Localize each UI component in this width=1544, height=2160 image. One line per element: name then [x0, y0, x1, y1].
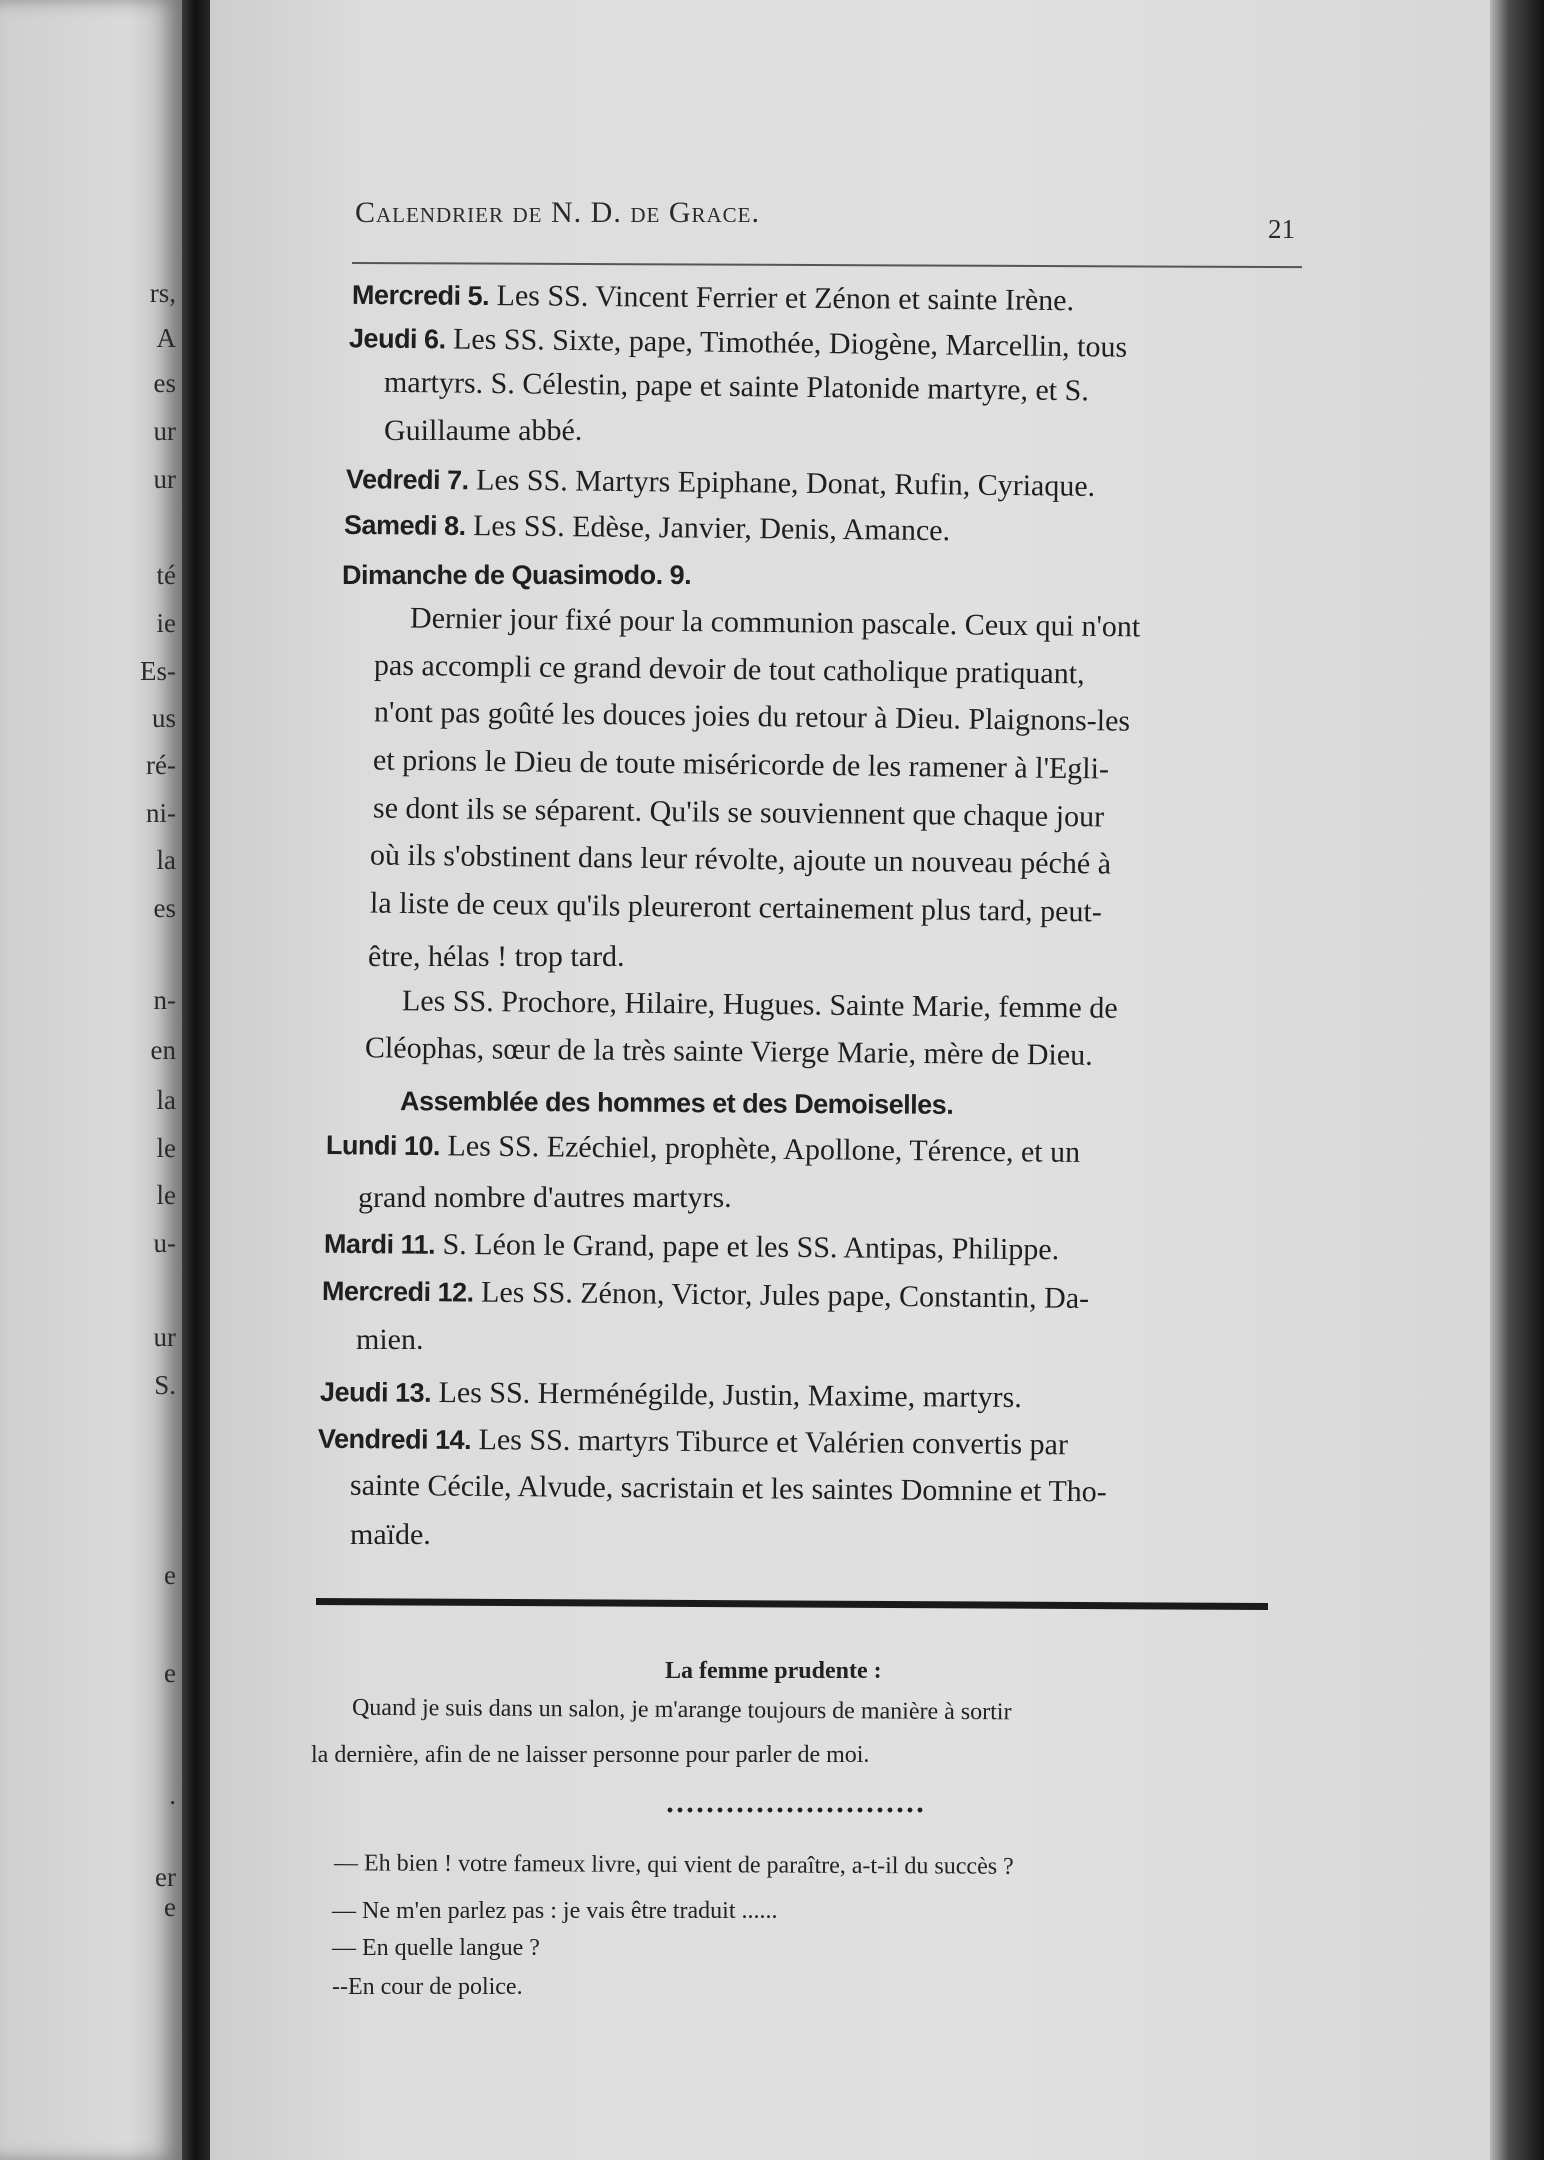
paragraph-line: où ils s'obstinent dans leur révolte, ajoute un nouveau péché à — [369, 838, 1112, 881]
entry-line: sainte Cécile, Alvude, sacristain et les saintes Domnine et Tho- — [349, 1468, 1107, 1509]
day-label: Mercredi 12. — [321, 1275, 474, 1308]
entry-text: Les SS. Ezéchiel, prophète, Apollone, Térence, et un — [447, 1129, 1081, 1169]
day-label: Mardi 11. — [323, 1228, 436, 1260]
dotted-separator — [665, 1806, 923, 1814]
paragraph-line: se dont ils se séparent. Qu'ils se souviennent que chaque jour — [372, 791, 1105, 834]
entry-line: martyrs. S. Célestin, pape et sainte Platonide martyre, et S. — [383, 365, 1090, 408]
left-fragment: . — [169, 1780, 176, 1810]
entry-text: Les SS. martyrs Tiburce et Valérien convertis par — [478, 1423, 1069, 1462]
entry-mercredi-5 — [352, 280, 1074, 316]
day-label: Mercredi 5. — [351, 279, 490, 312]
page-edge-shadow — [1490, 0, 1544, 2160]
paragraph-line: la liste de ceux qu'ils pleureront certainement plus tard, peut- — [369, 886, 1103, 929]
entry-jeudi-13 — [320, 1377, 1022, 1413]
entry-samedi-8 — [344, 510, 950, 546]
dialogue-line: — Ne m'en parlez pas : je vais être traduit ...... — [332, 1898, 778, 1924]
day-label: Vendredi 14. — [317, 1423, 472, 1456]
entry-text: Les SS. Zénon, Victor, Jules pape, Constantin, Da- — [480, 1275, 1090, 1316]
entry-line: grand nombre d'autres martyrs. — [358, 1181, 732, 1214]
paragraph-line: Cléophas, sœur de la très sainte Vierge Marie, mère de Dieu. — [364, 1031, 1093, 1072]
day-label: Jeudi 6. — [348, 323, 446, 355]
left-fragment: Es- — [140, 656, 176, 686]
day-label: Dimanche de Quasimodo. 9. — [342, 560, 692, 590]
left-fragment: e — [164, 1658, 176, 1688]
left-fragment: en — [150, 1035, 176, 1065]
left-fragment: es — [153, 368, 176, 398]
paragraph-line: pas accompli ce grand devoir de tout catholique pratiquant, — [373, 648, 1085, 691]
anecdote-title: La femme prudente : — [665, 1658, 882, 1684]
entry-line: Guillaume abbé. — [384, 414, 583, 447]
left-fragment: e — [164, 1560, 176, 1590]
paragraph-line: Les SS. Prochore, Hilaire, Hugues. Sainte Marie, femme de — [401, 984, 1118, 1025]
anecdote-line: Quand je suis dans un salon, je m'arange toujours de manière à sortir — [351, 1694, 1012, 1726]
left-fragment: e — [164, 1892, 176, 1922]
left-fragment: la — [156, 845, 176, 875]
left-fragment: u- — [153, 1228, 176, 1258]
entry-text: S. Léon le Grand, pape et les SS. Antipas, Philippe. — [442, 1227, 1060, 1267]
day-label: Vedredi 7. — [345, 464, 469, 496]
dialogue-line: — En quelle langue ? — [332, 1935, 540, 1961]
entry-text: Les SS. Vincent Ferrier et Zénon et sainte Irène. — [496, 279, 1075, 318]
anecdote-line: la dernière, afin de ne laisser personne pour parler de moi. — [311, 1742, 870, 1768]
facing-page-left — [0, 0, 182, 2160]
entry-text: Les SS. Sixte, pape, Timothée, Diogène, Marcellin, tous — [452, 322, 1128, 364]
paragraph-line: Dernier jour fixé pour la communion pascale. Ceux qui n'ont — [409, 601, 1141, 644]
left-fragment: ur — [153, 464, 176, 494]
left-fragment: A — [156, 323, 176, 353]
paragraph-line: n'ont pas goûté les douces joies du retour à Dieu. Plaignons-les — [373, 695, 1131, 738]
left-fragment: rs, — [149, 278, 176, 308]
left-fragment: es — [153, 893, 176, 923]
day-label: Samedi 8. — [343, 509, 466, 542]
left-fragment: n- — [153, 985, 176, 1015]
assembly-notice: Assemblée des hommes et des Demoiselles. — [399, 1086, 954, 1120]
paragraph-line: et prions le Dieu de toute miséricorde de les ramener à l'Egli- — [372, 743, 1110, 786]
entry-text: Les SS. Martyrs Epiphane, Donat, Rufin, Cyriaque. — [475, 463, 1096, 503]
left-fragment: us — [151, 703, 176, 733]
left-fragment: le — [156, 1133, 176, 1163]
left-fragment: ré- — [146, 750, 176, 780]
left-fragment: ni- — [146, 798, 176, 828]
day-label: Jeudi 13. — [319, 1376, 432, 1408]
entry-mardi-11 — [324, 1229, 1059, 1265]
entry-line: mien. — [356, 1323, 424, 1356]
page-number: 21 — [1268, 214, 1295, 244]
entry-text: Les SS. Herménégilde, Justin, Maxime, martyrs. — [438, 1375, 1022, 1415]
left-fragment: ur — [153, 416, 176, 446]
left-fragment: ie — [156, 608, 176, 638]
paragraph-line: être, hélas ! trop tard. — [368, 940, 625, 973]
left-fragment: ur — [153, 1322, 176, 1352]
book-gutter — [182, 0, 212, 2160]
dialogue-line: — Eh bien ! votre fameux livre, qui vient de paraître, a-t-il du succès ? — [333, 1850, 1014, 1880]
dialogue-line: --En cour de police. — [332, 1974, 523, 2000]
day-label: Lundi 10. — [325, 1130, 441, 1162]
running-header: Calendrier de N. D. de Grace. — [355, 196, 760, 229]
entry-text: Les SS. Edèse, Janvier, Denis, Amance. — [472, 509, 951, 548]
left-fragment: té — [156, 560, 176, 590]
left-fragment: le — [156, 1180, 176, 1210]
entry-line: maïde. — [350, 1518, 431, 1551]
left-fragment: er — [155, 1862, 176, 1892]
entry-dimanche-9 — [342, 560, 691, 590]
left-fragment: S. — [154, 1370, 176, 1400]
left-fragment: la — [156, 1085, 176, 1115]
